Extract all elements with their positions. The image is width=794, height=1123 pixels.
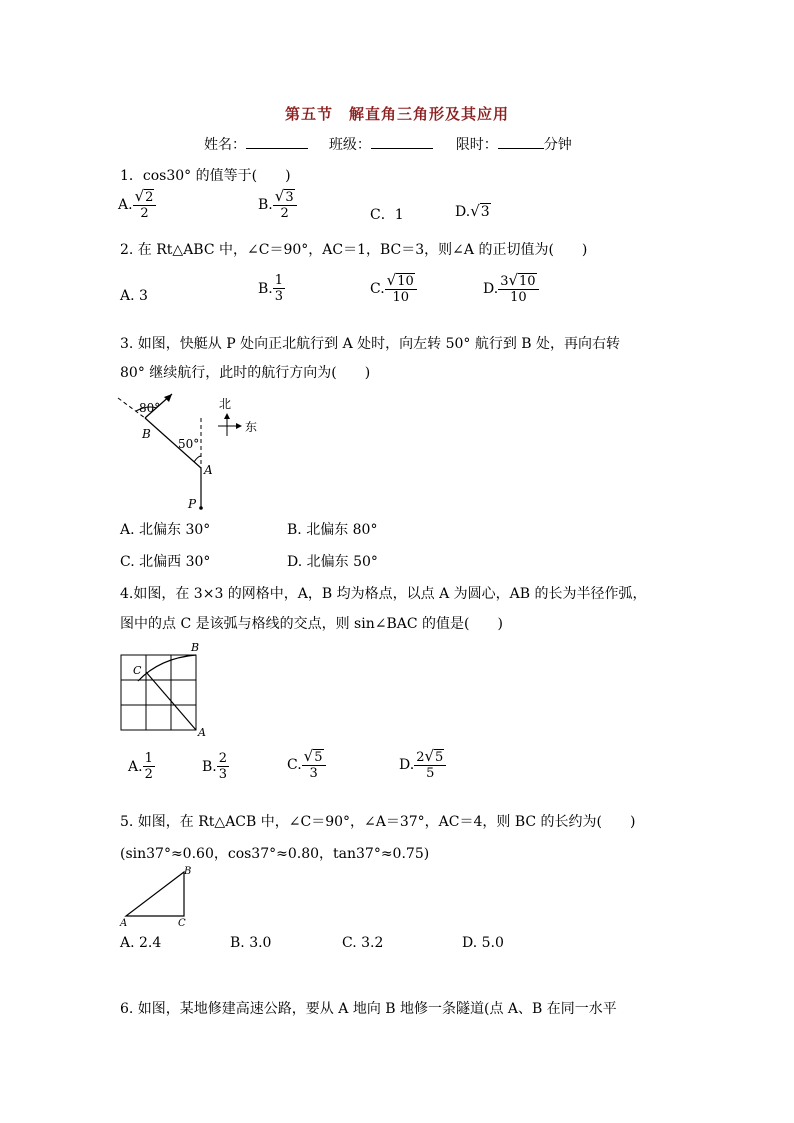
q4-option-d[interactable]	[399, 749, 446, 781]
q2-option-d[interactable]	[483, 273, 539, 305]
q3-option-a[interactable]: A. 北偏东 30°	[120, 522, 211, 538]
q3-line1: 3. 如图，快艇从 P 处向正北航行到 A 处时，向左转 50° 航行到 B 处，再向右转	[120, 336, 621, 352]
q4-figure	[112, 640, 222, 740]
arc-bc	[138, 655, 196, 681]
point-label-c: C	[133, 664, 142, 677]
q1-stem: 1．cos30° 的值等于( )	[120, 168, 291, 184]
q1-option-d[interactable]: D.√3	[455, 202, 490, 220]
q2-option-c[interactable]	[370, 273, 417, 305]
q3-figure	[112, 388, 272, 513]
compass-east-label: 东	[245, 420, 258, 434]
q5-option-a[interactable]: A. 2.4	[120, 935, 162, 951]
time-label: 限时：	[455, 137, 498, 153]
option-label: D.	[399, 757, 415, 773]
q3-option-d[interactable]: D. 北偏东 50°	[287, 554, 378, 570]
q1-option-b[interactable]	[258, 189, 297, 221]
point-label-b: B	[191, 641, 200, 654]
angle-label-50: 50°	[178, 437, 200, 451]
q5-option-d[interactable]: D. 5.0	[462, 935, 504, 951]
q5-line1: 5. 如图，在 Rt△ACB 中，∠C＝90°，∠A＝37°，AC＝4，则 BC 的长约为( )	[120, 814, 636, 830]
time-unit: 分钟	[543, 137, 572, 153]
time-blank[interactable]	[498, 136, 544, 149]
option-label: A.	[128, 758, 143, 775]
q1-option-a[interactable]	[118, 189, 156, 221]
point-label-a: A	[204, 463, 213, 477]
name-label: 姓名：	[204, 137, 246, 153]
q4-line1: 4.如图，在 3×3 的网格中，A，B 均为格点，以点 A 为圆心，AB 的长为半径作弧，	[120, 586, 647, 602]
point-label-b: B	[142, 427, 151, 441]
class-label: 班级：	[328, 137, 371, 153]
option-label: B.	[202, 758, 217, 775]
option-label: B.	[258, 197, 273, 213]
q5-line2: (sin37°≈0.60，cos37°≈0.80，tan37°≈0.75)	[120, 846, 430, 862]
q5-option-c[interactable]: C. 3.2	[342, 935, 384, 951]
name-blank[interactable]	[246, 136, 308, 149]
angle-arc-50	[194, 456, 201, 462]
compass-north-arrow	[224, 413, 230, 419]
option-label: D.	[455, 204, 471, 220]
point-label-c: C	[178, 918, 186, 929]
point-label-b: B	[184, 866, 192, 877]
q5-option-b[interactable]: B. 3.0	[230, 935, 272, 951]
compass-north-label: 北	[219, 397, 232, 411]
q4-option-b[interactable]	[202, 751, 229, 782]
fraction: $\frac{√10}{10}$	[385, 273, 417, 305]
q4-line2: 图中的点 C 是该弧与格线的交点，则 sin∠BAC 的值是( )	[120, 616, 503, 632]
q3-option-b[interactable]: B. 北偏东 80°	[287, 522, 378, 538]
triangle-acb	[126, 872, 184, 916]
page-title: 第五节 解直角三角形及其应用	[284, 105, 509, 123]
fraction: $\frac{√3}{2}$	[273, 189, 297, 221]
point-p	[199, 506, 203, 510]
option-label: B.	[258, 280, 273, 297]
q1-option-c[interactable]: C．1	[370, 207, 404, 223]
fraction: $\frac{2}{3}$	[218, 751, 228, 782]
fraction: $\frac{3√10}{10}$	[498, 273, 538, 305]
point-label-a: A	[120, 918, 128, 929]
q6-line1: 6. 如图，某地修建高速公路，要从 A 地向 B 地修一条隧道(点 A、B 在同一水平	[120, 1001, 617, 1017]
option-label: C.	[287, 757, 302, 773]
option-label: C.	[370, 281, 385, 297]
q2-stem: 2. 在 Rt△ABC 中，∠C＝90°，AC＝1，BC＝3，则∠A 的正切值为( )	[120, 242, 588, 258]
q5-figure	[114, 862, 204, 932]
fraction: $\frac{1}{3}$	[274, 273, 284, 304]
student-info-row	[204, 134, 572, 154]
q3-line2: 80° 继续航行，此时的航行方向为( )	[120, 365, 371, 381]
compass-east-arrow	[236, 423, 242, 429]
angle-label-80: 80°	[139, 401, 161, 415]
q2-option-b[interactable]	[258, 273, 285, 304]
point-label-a: A	[198, 726, 206, 739]
fraction: $\frac{√2}{2}$	[133, 189, 157, 221]
fraction: $\frac{2√5}{5}$	[414, 749, 446, 781]
q3-option-c[interactable]: C. 北偏西 30°	[120, 554, 211, 570]
class-blank[interactable]	[371, 136, 433, 149]
option-label: A.	[118, 197, 133, 213]
fraction: $\frac{√5}{3}$	[302, 749, 326, 781]
q2-option-a[interactable]: A. 3	[120, 288, 148, 304]
point-label-p: P	[188, 497, 197, 511]
option-label: D.	[483, 281, 499, 297]
fraction: $\frac{1}{2}$	[144, 751, 153, 782]
q4-option-a[interactable]	[128, 751, 155, 782]
q4-option-c[interactable]	[287, 749, 326, 781]
